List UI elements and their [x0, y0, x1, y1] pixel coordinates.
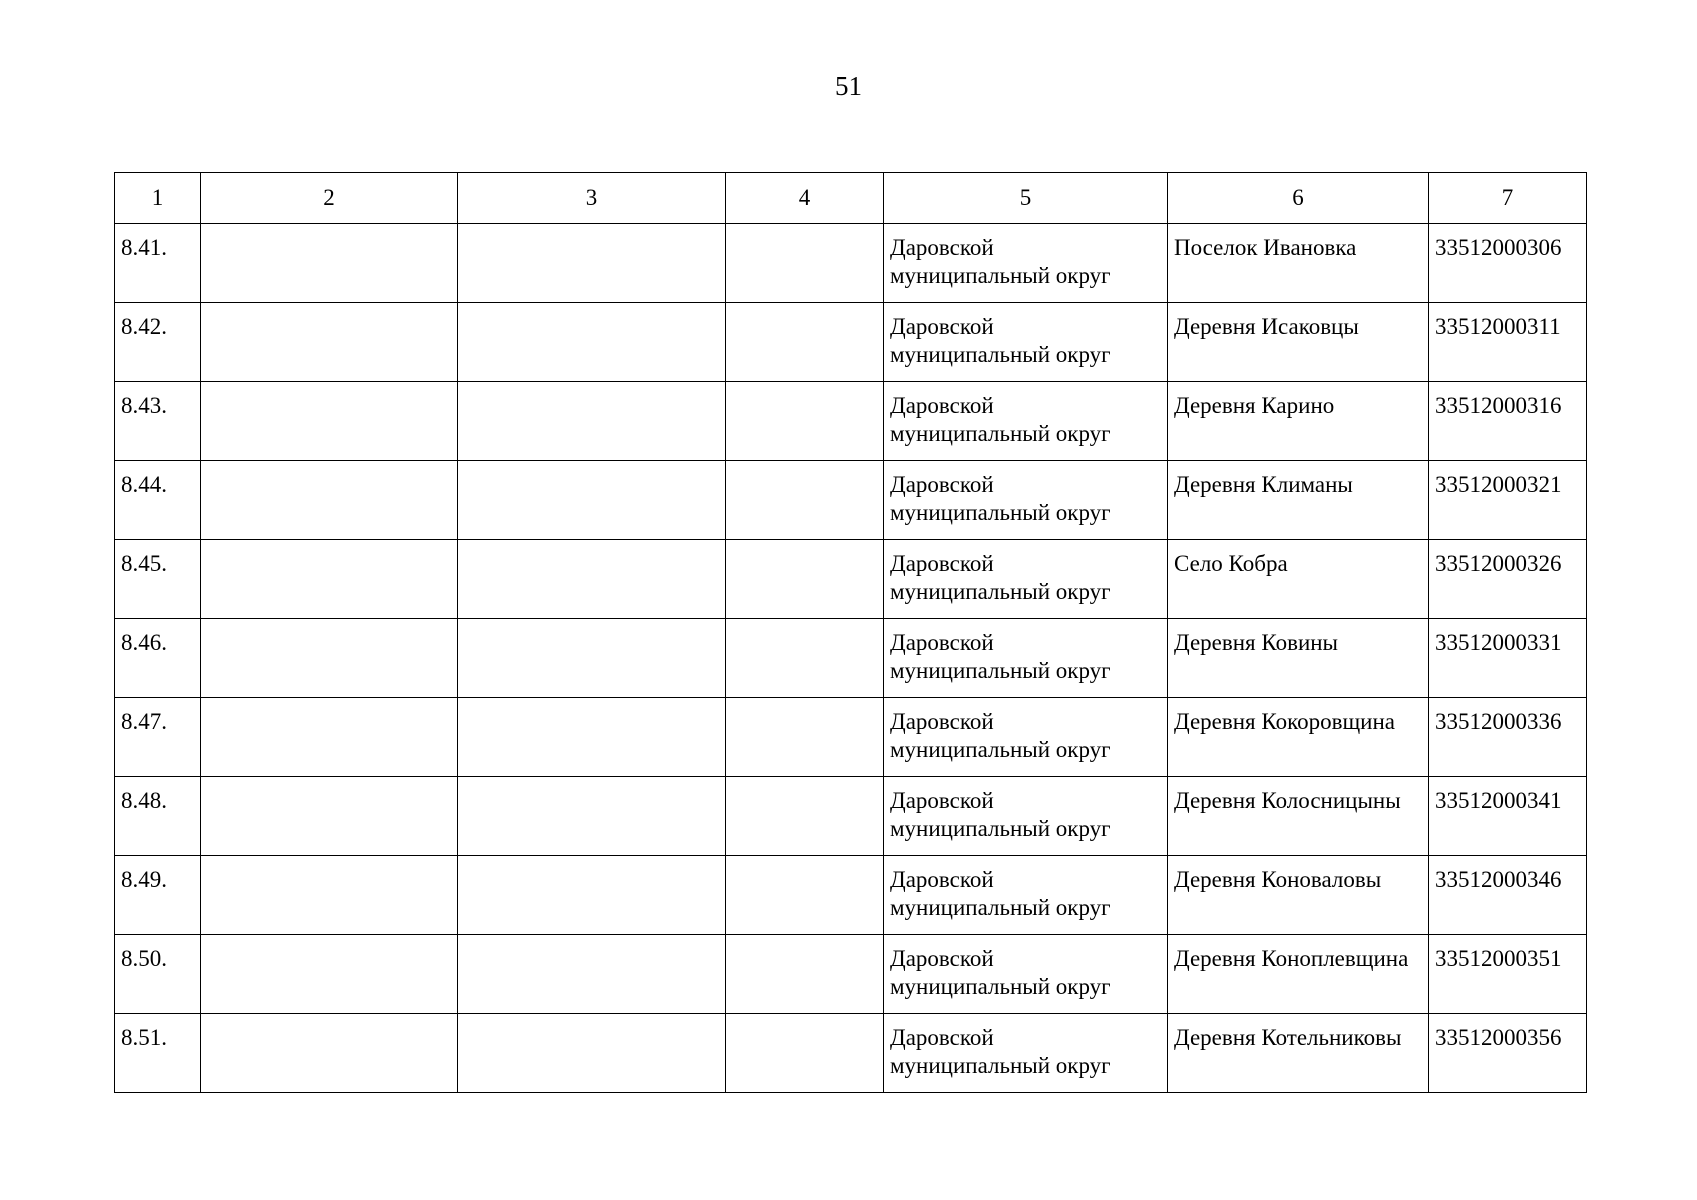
empty-cell-col2 — [201, 461, 458, 540]
row-number: 8.49. — [121, 867, 167, 892]
page-number: 51 — [835, 71, 862, 101]
district-name-line1: Даровской — [890, 788, 994, 813]
empty-cell-col3 — [458, 777, 726, 856]
empty-cell-col3 — [458, 698, 726, 777]
empty-cell-col3 — [458, 935, 726, 1014]
row-number: 8.41. — [121, 235, 167, 260]
row-number-cell — [115, 935, 201, 1014]
empty-cell-col2 — [201, 777, 458, 856]
district-name-line1: Даровской — [890, 630, 994, 655]
settlement-name: Деревня Климаны — [1174, 472, 1353, 497]
column-header-1: 1 — [115, 173, 201, 224]
oktmo-code: 33512000346 — [1435, 867, 1562, 892]
empty-cell-col3 — [458, 540, 726, 619]
row-number-cell — [115, 619, 201, 698]
row-number-cell — [115, 224, 201, 303]
district-cell — [884, 777, 1168, 856]
settlement-name: Деревня Котельниковы — [1174, 1025, 1402, 1050]
column-header-7: 7 — [1429, 173, 1587, 224]
settlement-cell — [1168, 382, 1429, 461]
district-cell — [884, 856, 1168, 935]
code-cell — [1429, 698, 1587, 777]
row-number-cell — [115, 382, 201, 461]
district-name-line1: Даровской — [890, 867, 994, 892]
settlement-cell — [1168, 540, 1429, 619]
oktmo-code: 33512000336 — [1435, 709, 1562, 734]
settlement-cell — [1168, 224, 1429, 303]
district-cell — [884, 698, 1168, 777]
oktmo-code: 33512000341 — [1435, 788, 1562, 813]
district-name-line2: муниципальный округ — [890, 816, 1111, 841]
empty-cell-col3 — [458, 619, 726, 698]
empty-cell-col4 — [726, 698, 884, 777]
row-number: 8.42. — [121, 314, 167, 339]
table-row — [115, 1014, 1587, 1093]
row-number-cell — [115, 461, 201, 540]
district-name-line1: Даровской — [890, 946, 994, 971]
settlement-cell — [1168, 935, 1429, 1014]
registry-table — [114, 172, 1587, 1093]
settlement-name: Деревня Исаковцы — [1174, 314, 1359, 339]
table-row — [115, 224, 1587, 303]
empty-cell-col4 — [726, 1014, 884, 1093]
empty-cell-col3 — [458, 224, 726, 303]
district-name-line2: муниципальный округ — [890, 421, 1111, 446]
settlement-name: Деревня Кокоровщина — [1174, 709, 1395, 734]
row-number-cell — [115, 540, 201, 619]
empty-cell-col3 — [458, 856, 726, 935]
empty-cell-col3 — [458, 1014, 726, 1093]
oktmo-code: 33512000326 — [1435, 551, 1562, 576]
district-name-line1: Даровской — [890, 235, 994, 260]
oktmo-code: 33512000311 — [1435, 314, 1561, 339]
district-cell — [884, 619, 1168, 698]
settlement-cell — [1168, 856, 1429, 935]
settlement-name: Деревня Ковины — [1174, 630, 1339, 655]
oktmo-code: 33512000351 — [1435, 946, 1562, 971]
settlement-cell — [1168, 698, 1429, 777]
table-body — [115, 224, 1587, 1093]
row-number-cell — [115, 303, 201, 382]
district-name-line1: Даровской — [890, 1025, 994, 1050]
settlement-cell — [1168, 461, 1429, 540]
oktmo-code: 33512000331 — [1435, 630, 1562, 655]
row-number: 8.45. — [121, 551, 167, 576]
settlement-name: Поселок Ивановка — [1174, 235, 1357, 260]
row-number: 8.44. — [121, 472, 167, 497]
code-cell — [1429, 619, 1587, 698]
column-header-6: 6 — [1168, 173, 1429, 224]
table-row — [115, 935, 1587, 1014]
row-number: 8.48. — [121, 788, 167, 813]
district-name-line2: муниципальный округ — [890, 263, 1111, 288]
district-cell — [884, 382, 1168, 461]
empty-cell-col2 — [201, 698, 458, 777]
empty-cell-col2 — [201, 382, 458, 461]
oktmo-code: 33512000316 — [1435, 393, 1562, 418]
empty-cell-col3 — [458, 303, 726, 382]
empty-cell-col4 — [726, 540, 884, 619]
empty-cell-col2 — [201, 224, 458, 303]
empty-cell-col3 — [458, 461, 726, 540]
district-name-line2: муниципальный округ — [890, 658, 1111, 683]
district-cell — [884, 224, 1168, 303]
settlement-cell — [1168, 1014, 1429, 1093]
row-number: 8.46. — [121, 630, 167, 655]
district-name-line2: муниципальный округ — [890, 342, 1111, 367]
column-header-4: 4 — [726, 173, 884, 224]
oktmo-code: 33512000321 — [1435, 472, 1562, 497]
header-row — [115, 173, 1587, 224]
table-row — [115, 461, 1587, 540]
district-name-line2: муниципальный округ — [890, 895, 1111, 920]
settlement-cell — [1168, 303, 1429, 382]
code-cell — [1429, 1014, 1587, 1093]
settlement-name: Село Кобра — [1174, 551, 1288, 576]
row-number-cell — [115, 777, 201, 856]
district-name-line1: Даровской — [890, 472, 994, 497]
column-header-2: 2 — [201, 173, 458, 224]
empty-cell-col2 — [201, 619, 458, 698]
row-number: 8.47. — [121, 709, 167, 734]
column-header-5: 5 — [884, 173, 1168, 224]
district-name-line2: муниципальный округ — [890, 1053, 1111, 1078]
code-cell — [1429, 856, 1587, 935]
empty-cell-col4 — [726, 777, 884, 856]
code-cell — [1429, 382, 1587, 461]
empty-cell-col4 — [726, 303, 884, 382]
empty-cell-col4 — [726, 382, 884, 461]
row-number: 8.51. — [121, 1025, 167, 1050]
row-number-cell — [115, 698, 201, 777]
district-cell — [884, 935, 1168, 1014]
district-name-line2: муниципальный округ — [890, 974, 1111, 999]
district-name-line1: Даровской — [890, 393, 994, 418]
row-number-cell — [115, 856, 201, 935]
settlement-cell — [1168, 619, 1429, 698]
empty-cell-col4 — [726, 856, 884, 935]
code-cell — [1429, 935, 1587, 1014]
empty-cell-col3 — [458, 382, 726, 461]
empty-cell-col2 — [201, 935, 458, 1014]
district-cell — [884, 303, 1168, 382]
empty-cell-col4 — [726, 224, 884, 303]
row-number: 8.43. — [121, 393, 167, 418]
row-number: 8.50. — [121, 946, 167, 971]
district-name-line1: Даровской — [890, 709, 994, 734]
empty-cell-col2 — [201, 1014, 458, 1093]
district-cell — [884, 1014, 1168, 1093]
settlement-name: Деревня Коноваловы — [1174, 867, 1382, 892]
code-cell — [1429, 461, 1587, 540]
empty-cell-col2 — [201, 303, 458, 382]
settlement-name: Деревня Карино — [1174, 393, 1335, 418]
district-cell — [884, 540, 1168, 619]
row-number-cell — [115, 1014, 201, 1093]
district-name-line1: Даровской — [890, 314, 994, 339]
oktmo-code: 33512000306 — [1435, 235, 1562, 260]
table-row — [115, 382, 1587, 461]
column-header-3: 3 — [458, 173, 726, 224]
table-row — [115, 856, 1587, 935]
settlement-name: Деревня Коноплевщина — [1174, 946, 1409, 971]
table-row — [115, 619, 1587, 698]
empty-cell-col4 — [726, 461, 884, 540]
code-cell — [1429, 224, 1587, 303]
table-row — [115, 777, 1587, 856]
table-row — [115, 698, 1587, 777]
empty-cell-col4 — [726, 935, 884, 1014]
settlement-cell — [1168, 777, 1429, 856]
table-row — [115, 303, 1587, 382]
district-name-line2: муниципальный округ — [890, 579, 1111, 604]
empty-cell-col2 — [201, 540, 458, 619]
table-row — [115, 540, 1587, 619]
oktmo-code: 33512000356 — [1435, 1025, 1562, 1050]
district-name-line2: муниципальный округ — [890, 737, 1111, 762]
code-cell — [1429, 777, 1587, 856]
code-cell — [1429, 303, 1587, 382]
empty-cell-col2 — [201, 856, 458, 935]
district-cell — [884, 461, 1168, 540]
code-cell — [1429, 540, 1587, 619]
settlement-name: Деревня Колосницыны — [1174, 788, 1401, 813]
district-name-line2: муниципальный округ — [890, 500, 1111, 525]
empty-cell-col4 — [726, 619, 884, 698]
district-name-line1: Даровской — [890, 551, 994, 576]
